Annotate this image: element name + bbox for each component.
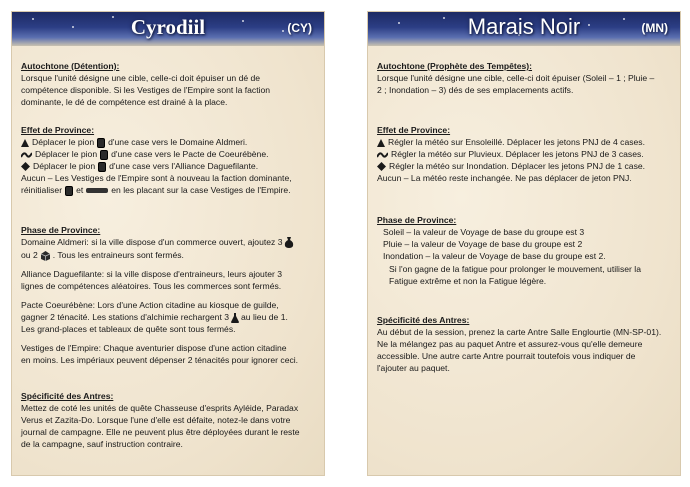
effet-heading: Effet de Province:: [21, 125, 95, 135]
phase-line: Les grand-places et tableaux de quête sont tous fermés.: [21, 324, 236, 334]
phase-line: Domaine Aldmeri: si la ville dispose d'un commerce ouvert, ajoutez 3: [21, 236, 294, 249]
phase-line: ou 2 . Tous les entraineurs sont fermés.: [21, 250, 184, 260]
specificite-line: Verus et Zazita-Do. Lorsque l'une d'elle est défaite, notez-le dans votre: [21, 415, 291, 425]
wave-icon: [377, 151, 388, 159]
specificite-line: Mettez de coté les unités de quête Chasseuse d'esprits Ayléide, Paradax: [21, 403, 299, 413]
autochtone-heading: Autochtone (Prophète des Tempêtes):: [377, 61, 533, 71]
effet-line-3: Régler la météo sur Inondation. Déplacer les jetons PNJ de 1 case.: [377, 160, 645, 173]
effet-heading: Effet de Province:: [377, 125, 451, 135]
card-code: (CY): [287, 21, 312, 35]
specificite-line: l'ajouter au paquet.: [377, 363, 450, 373]
effet-line-2: Déplacer le pion d'une case vers le Pacte de Coeurébène.: [21, 148, 269, 161]
phase-line: gagner 2 ténacité. Les stations d'alchimie rechargent 3 au lieu de 1.: [21, 312, 288, 322]
potion-icon: [231, 313, 239, 323]
phase-heading: Phase de Province:: [21, 225, 101, 235]
arrow-up-icon: [21, 139, 29, 147]
phase-line: Alliance Daguefilante: si la ville dispose d'entraineurs, leurs ajouter 3: [21, 269, 283, 279]
effet-line-2: Régler la météo sur Pluvieux. Déplacer les jetons PNJ de 3 cases.: [377, 148, 644, 161]
autochtone-line: Lorsque l'unité désigne une cible, celle-ci doit épuiser un dé de: [21, 73, 261, 83]
card-code: (MN): [641, 21, 668, 35]
specificite-line: de la campagne, sauf instruction contraire.: [21, 439, 183, 449]
autochtone-line: Lorsque l'unité désigne une cible, celle-ci doit épuiser (Soleil – 1 ; Pluie –: [377, 73, 655, 83]
pawn-icon: [65, 186, 73, 196]
phase-line: Fatigue extrême et non la Fatigue légère.: [389, 276, 547, 286]
effet-line-5: réinitialiser et en les placant sur la case Vestiges de l'Empire.: [21, 185, 291, 195]
specificite-line: Ne la mélangez pas au paquet Antre et assurez-vous qu'elle demeure: [377, 339, 643, 349]
autochtone-line: 2 ; Inondation – 3) dés de ses emplacements actifs.: [377, 85, 574, 95]
effet-line-3: Déplacer le pion d'une case vers l'Alliance Daguefilante.: [21, 160, 258, 173]
autochtone-line: dominante, le dé de compétence est drainé à la place.: [21, 97, 228, 107]
arrow-up-icon: [377, 139, 385, 147]
autochtone-line: compétence disponible. Si les Vestiges de l'Empire sont la faction: [21, 85, 271, 95]
pawn-icon: [98, 162, 106, 172]
specificite-heading: Spécificité des Antres:: [21, 391, 114, 401]
autochtone-heading: Autochtone (Détention):: [21, 61, 120, 71]
phase-line: en moins. Les impériaux peuvent dépenser 2 ténacités pour ignorer ceci.: [21, 355, 299, 365]
specificite-heading: Spécificité des Antres:: [377, 315, 470, 325]
effet-line-4: Aucun – La météo reste inchangée. Ne pas déplacer de jeton PNJ.: [377, 173, 632, 183]
diamond-icon: [377, 162, 386, 171]
track-marker-icon: [86, 188, 108, 193]
phase-heading: Phase de Province:: [377, 215, 457, 225]
effet-line-4: Aucun – Les Vestiges de l'Empire sont à nouveau la faction dominante,: [21, 173, 292, 183]
phase-line: lignes de compétences aléatoires. Tous les commerces sont fermés.: [21, 281, 282, 291]
diamond-icon: [21, 162, 30, 171]
effet-line-1: Déplacer le pion d'une case vers le Domaine Aldmeri.: [21, 136, 247, 149]
pawn-icon: [97, 138, 105, 148]
specificite-line: accessible. Une autre carte Antre pourrait toutefois vous indiquer de: [377, 351, 636, 361]
wave-icon: [21, 151, 32, 159]
card-banner: [12, 12, 324, 46]
pawn-icon: [100, 150, 108, 160]
effet-line-1: Régler la météo sur Ensoleillé. Déplacer les jetons PNJ de 4 cases.: [377, 136, 645, 149]
card-title: Cyrodiil: [130, 15, 206, 39]
card-title: Marais Noir: [467, 14, 581, 39]
specificite-line: journal de campagne. Elle ne peuvent plus être déployées durant le reste: [21, 427, 300, 437]
phase-line: Vestiges de l'Empire: Chaque aventurier dispose d'une action citadine: [21, 343, 287, 353]
card-banner: [368, 12, 680, 46]
specificite-line: Au début de la session, prenez la carte Antre Salle Englourtie (MN-SP-01).: [377, 327, 662, 337]
supply-icon: [40, 251, 51, 261]
card-marais-noir: [367, 11, 681, 476]
phase-line: Pacte Coeurébène: Lors d'une Action citadine au kiosque de guilde,: [21, 300, 279, 310]
phase-line: Soleil – la valeur de Voyage de base du groupe est 3: [383, 227, 585, 237]
phase-line: Inondation – la valeur de Voyage de base du groupe est 2.: [383, 251, 606, 261]
phase-line: Pluie – la valeur de Voyage de base du groupe est 2: [383, 239, 583, 249]
gold-pouch-icon: [284, 237, 294, 248]
phase-line: Si l'on gagne de la fatigue pour prolonger le mouvement, utiliser la: [389, 264, 641, 274]
card-cyrodiil: [11, 11, 325, 476]
